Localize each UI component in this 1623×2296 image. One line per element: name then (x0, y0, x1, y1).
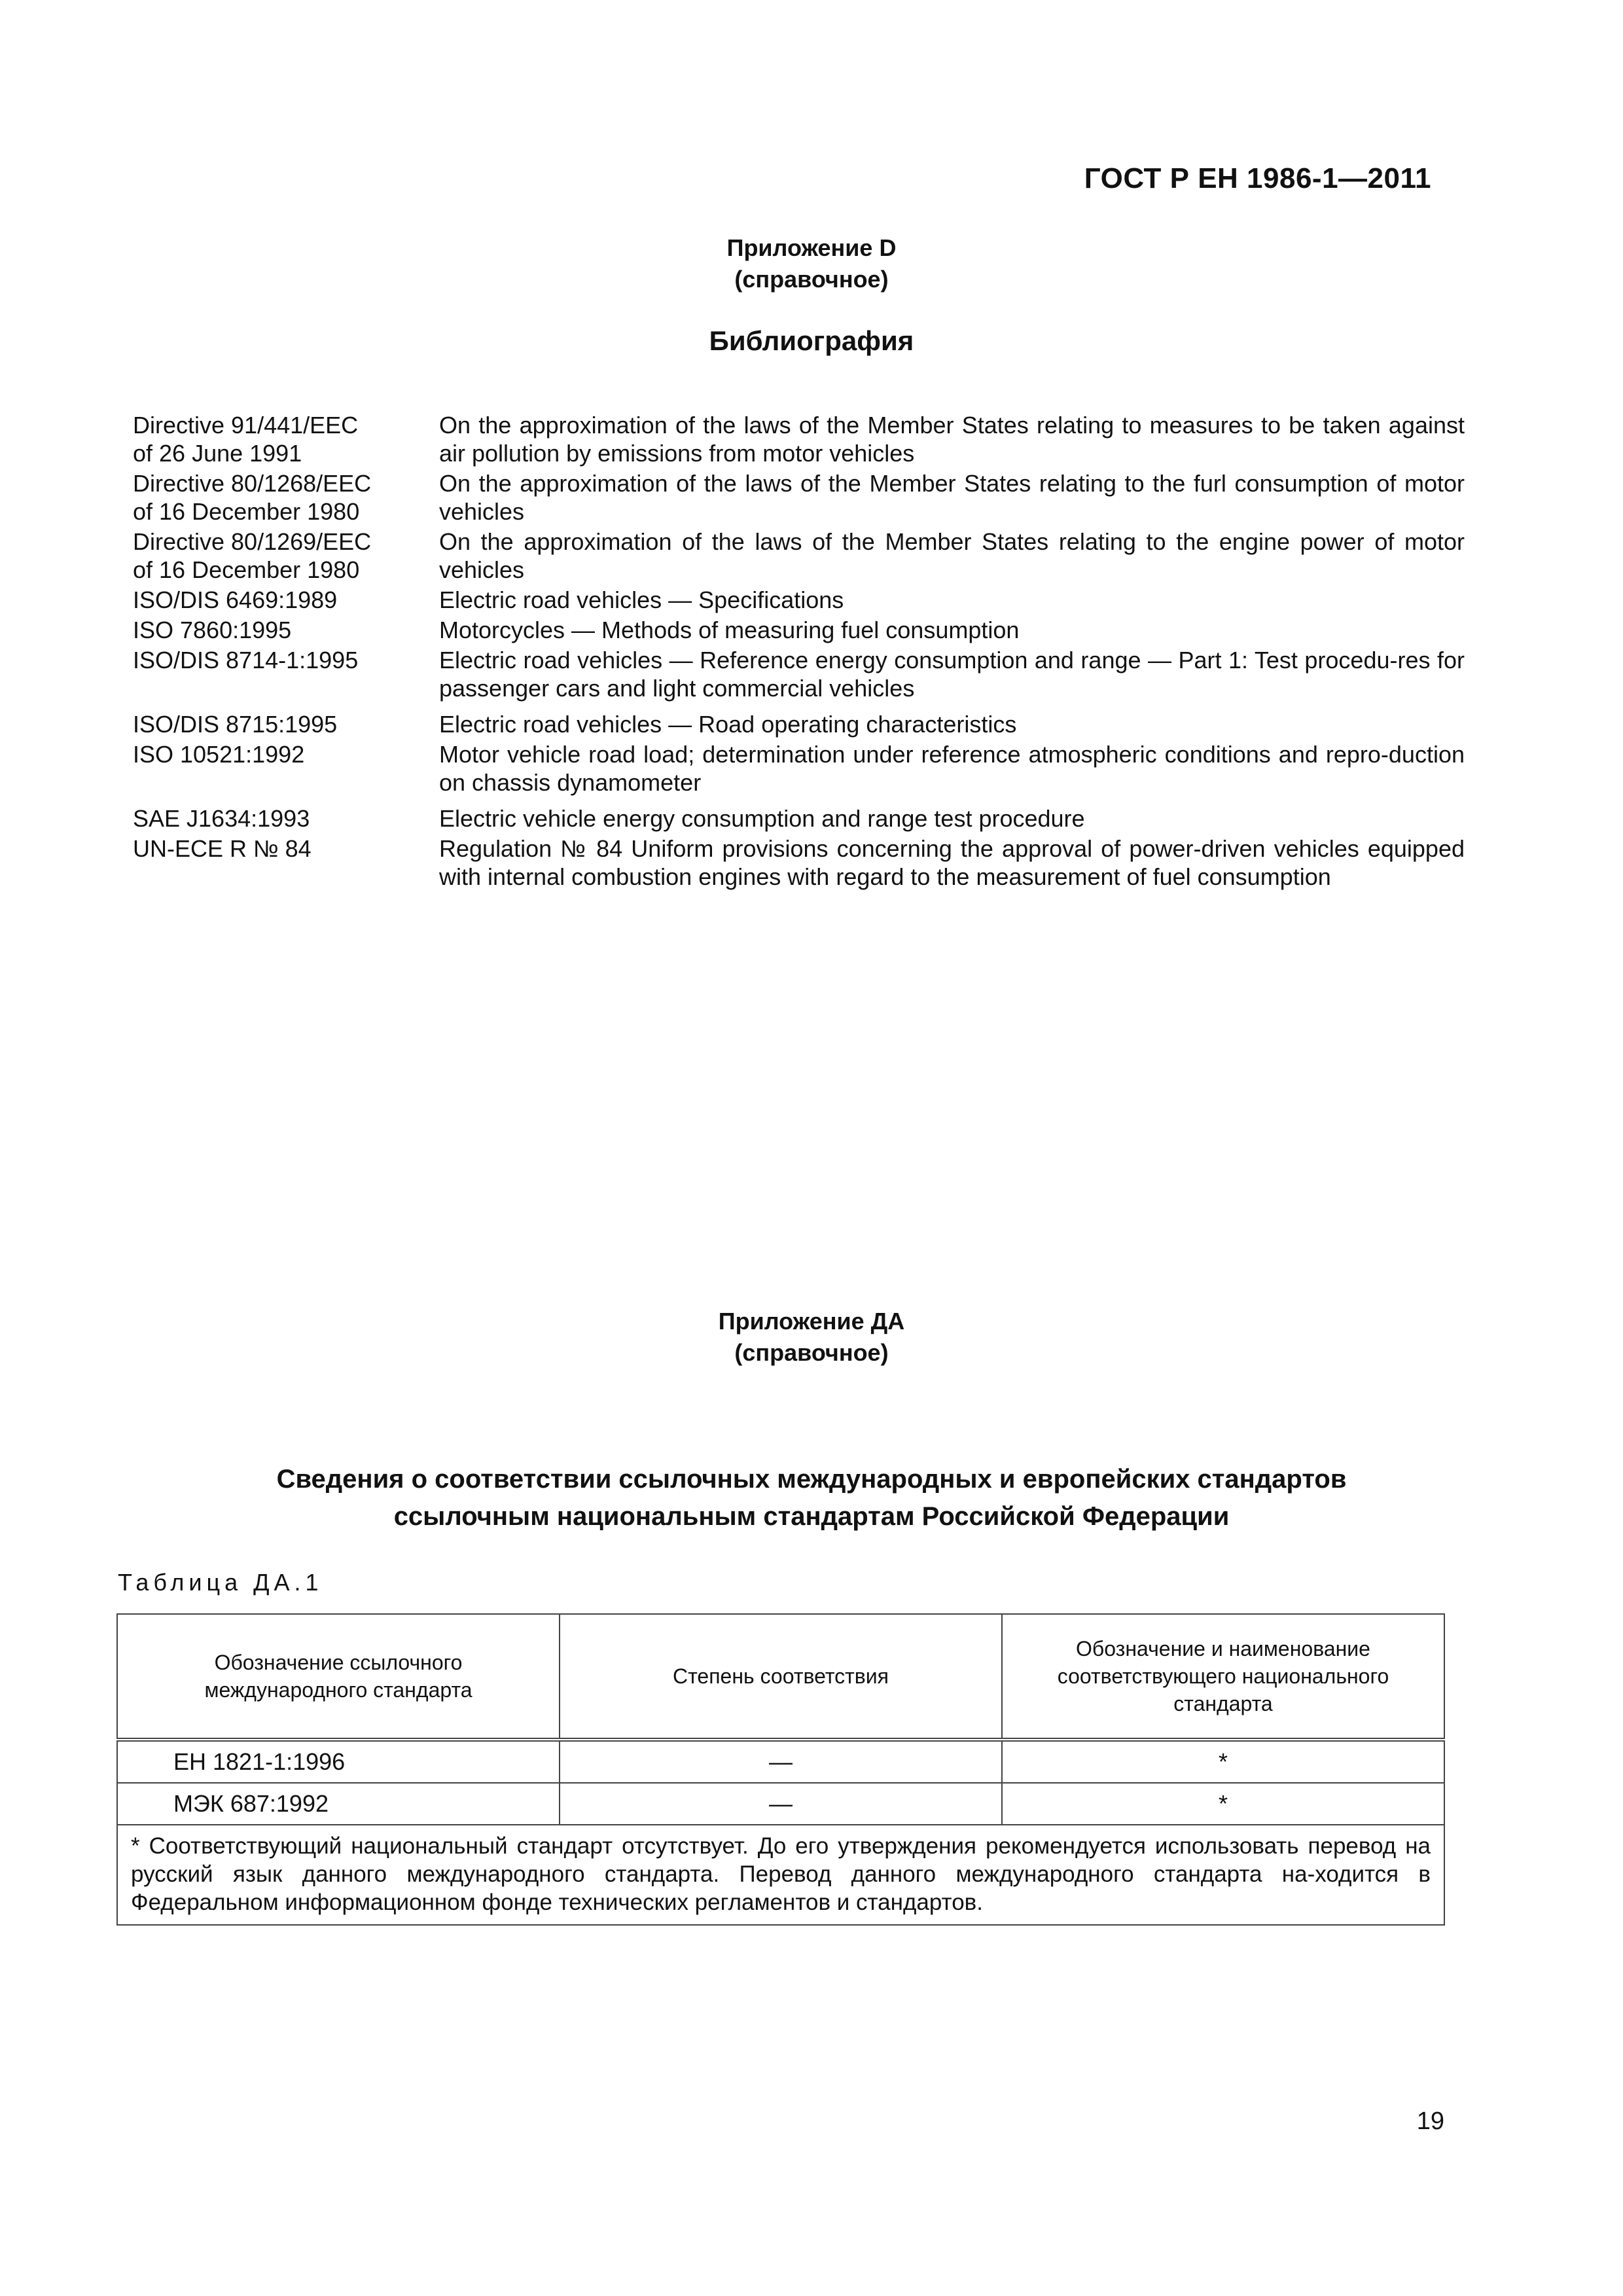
bibliography-ref: ISO/DIS 8714-1:1995 (133, 647, 359, 673)
bibliography-desc: Electric road vehicles — Road operating characteristics (439, 711, 1017, 738)
bibliography-ref: Directive 80/1268/EEC of 16 December 1980 (133, 470, 372, 525)
table-footnote-row (117, 1825, 1444, 1925)
page-number: 19 (1416, 2108, 1444, 2135)
bibliography-ref: ISO/DIS 6469:1989 (133, 586, 338, 613)
table-cell: * (1002, 1740, 1444, 1783)
table-cell: — (560, 1740, 1002, 1783)
bibliography-desc: On the approximation of the laws of the Member States relating to measures to be taken against air pollution by emissions from motor vehicles (439, 412, 1465, 467)
table-footnote: * Соответствующий национальный стандарт отсутствует. До его утверждения рекомендуется использовать перевод на русский язык данного международного стандарта. Перевод данного международного стандарта на-ходится в Федеральном информационном фонде технических регламентов и стандартов. (117, 1825, 1444, 1925)
bibliography-desc: Regulation № 84 Uniform provisions concerning the approval of power-driven vehicles equipped with internal combustion engines with regard to the measurement of fuel consumption (439, 835, 1465, 890)
bibliography-desc: On the approximation of the laws of the Member States relating to the engine power of motor vehicles (439, 528, 1465, 583)
appendix-da-title: Приложение ДА (718, 1308, 905, 1335)
appendix-da-heading-line1: Сведения о соответствии ссылочных международных и европейских стандартов (276, 1465, 1347, 1494)
table-cell: — (560, 1783, 1002, 1825)
table-header-cell: Степень соответствия (560, 1614, 1002, 1740)
bibliography-entry (133, 834, 1465, 891)
appendix-d-subtitle: (справочное) (734, 266, 889, 293)
correspondence-table (116, 1613, 1445, 1926)
table-header-cell: Обозначение и наименование соответствующего национального стандарта (1002, 1614, 1444, 1740)
appendix-da-subtitle: (справочное) (734, 1339, 889, 1366)
bibliography-desc: Motor vehicle road load; determination under reference atmospheric conditions and repro-duction on chassis dynamometer (439, 741, 1465, 796)
bibliography-entry (133, 616, 1465, 644)
bibliography-desc: Electric road vehicles — Reference energy consumption and range — Part 1: Test procedu-res for passenger cars and light commercial vehicles (439, 647, 1465, 702)
table-header-row (117, 1614, 1444, 1740)
bibliography-ref: ISO 7860:1995 (133, 617, 292, 643)
bibliography-ref: Directive 80/1269/EEC of 16 December 1980 (133, 528, 372, 583)
appendix-da-heading-line2: ссылочным национальным стандартам Российской Федерации (393, 1502, 1230, 1531)
bibliography-entry (133, 469, 1465, 526)
bibliography-entry (133, 528, 1465, 584)
bibliography-list (133, 411, 1465, 893)
appendix-da-header (0, 1306, 1623, 1369)
table-row (117, 1783, 1444, 1825)
bibliography-entry (133, 710, 1465, 738)
bibliography-heading: Библиография (709, 325, 914, 356)
bibliography-entry (133, 740, 1465, 797)
table-cell: * (1002, 1783, 1444, 1825)
bibliography-desc: Electric road vehicles — Specifications (439, 586, 844, 613)
bibliography-entry (133, 586, 1465, 614)
bibliography-desc: On the approximation of the laws of the Member States relating to the furl consumption of motor vehicles (439, 470, 1465, 525)
bibliography-ref: ISO 10521:1992 (133, 741, 305, 768)
bibliography-entry (133, 411, 1465, 467)
table-cell: МЭК 687:1992 (117, 1783, 560, 1825)
table-row (117, 1740, 1444, 1783)
bibliography-desc: Electric vehicle energy consumption and range test procedure (439, 805, 1085, 832)
bibliography-ref: UN-ECE R № 84 (133, 835, 312, 862)
appendix-d-title: Приложение D (726, 234, 897, 261)
table-header-cell: Обозначение ссылочного международного стандарта (117, 1614, 560, 1740)
bibliography-entry (133, 804, 1465, 833)
table-cell: ЕН 1821-1:1996 (117, 1740, 560, 1783)
bibliography-ref: Directive 91/441/EEC of 26 June 1991 (133, 412, 359, 467)
table-caption: Таблица ДА.1 (118, 1569, 323, 1596)
bibliography-entry (133, 646, 1465, 702)
bibliography-ref: SAE J1634:1993 (133, 805, 310, 832)
bibliography-ref: ISO/DIS 8715:1995 (133, 711, 338, 738)
bibliography-desc: Motorcycles — Methods of measuring fuel consumption (439, 617, 1020, 643)
appendix-da-heading (0, 1461, 1623, 1535)
appendix-d-header (0, 232, 1623, 295)
standard-code: ГОСТ Р ЕН 1986-1—2011 (1084, 162, 1431, 194)
